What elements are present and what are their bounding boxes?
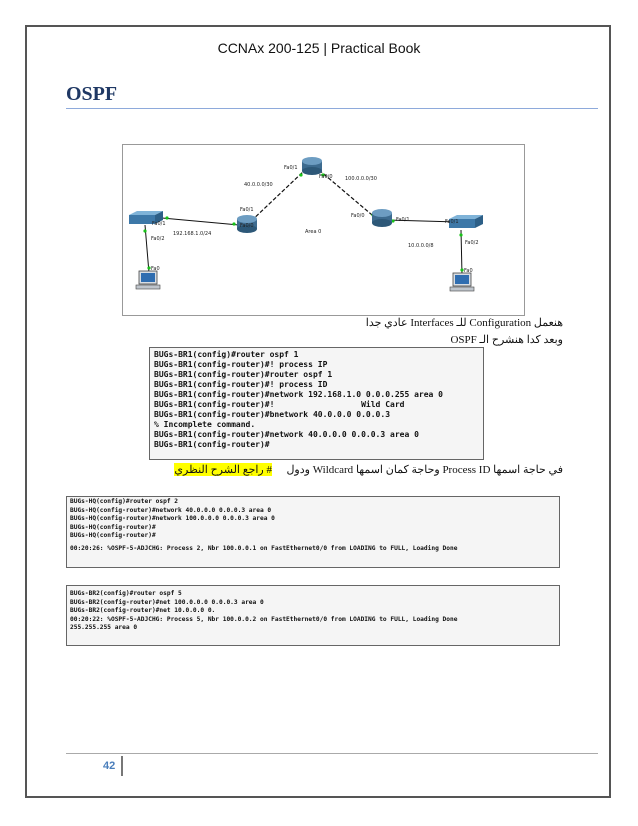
- cli-line: BUGs-HQ(config-router)#: [70, 532, 156, 540]
- page-number: 42: [103, 760, 116, 772]
- label-net-right-lan: 10.0.0.0/8: [408, 243, 434, 249]
- label-top-fa01: Fa0/1: [284, 165, 298, 171]
- link-left-switch-left-router: [162, 218, 239, 225]
- label-left-switch-fa01: Fa0/1: [152, 221, 166, 227]
- cli-line: BUGs-BR2(config-router)#net 10.0.0.0 0.: [70, 607, 216, 615]
- cli-line: BUGs-HQ(config-router)#network 100.0.0.0 0.0.0.3 area 0: [70, 515, 275, 523]
- arabic-line-ospf: وبعد كدا هنشرح الـ OSPF: [450, 334, 563, 346]
- cli-line: BUGs-BR1(config-router)#: [154, 440, 270, 449]
- cli-line: BUGs-HQ(config)#router ospf 2: [70, 498, 179, 505]
- network-topology-diagram: [122, 144, 525, 316]
- label-right-switch-fa02: Fa0/2: [465, 240, 479, 246]
- arabic-note-process-id: في حاجة اسمها Process ID وحاجة كمان اسمها Wildcard ودول: [286, 464, 563, 476]
- label-right-switch-fa01: Fa0/1: [445, 219, 459, 225]
- pc-right: [450, 273, 474, 291]
- cli-line: 00:20:22: %OSPF-5-ADJCHG: Process 5, Nbr 100.0.0.2 on FastEthernet0/0 from LOADING to FULL, Loading Done: [70, 615, 458, 623]
- arabic-line-interfaces: هنعمل Configuration للـ Interfaces عادي جدا: [365, 317, 563, 329]
- cli-line: 00:20:26: %OSPF-5-ADJCHG: Process 2, Nbr 100.0.0.1 on FastEthernet0/0 from LOADING to FULL, Loading Done: [70, 544, 458, 552]
- page-header: CCNAx 200-125 | Practical Book: [217, 40, 421, 56]
- label-area: Area 0: [305, 229, 322, 235]
- pc-left: [136, 271, 160, 289]
- cli-line: BUGs-BR1(config-router)#! process ID: [154, 380, 328, 389]
- cli-line: BUGs-BR1(config-router)#! process IP: [154, 360, 328, 369]
- router-right: [372, 209, 392, 227]
- heading-rule: [66, 108, 598, 109]
- label-right-fa00: Fa0/0: [351, 213, 365, 219]
- router-top: [302, 157, 322, 175]
- footer-rule: [66, 753, 598, 754]
- label-left-pc-fa0: Fa0: [151, 266, 160, 272]
- link-right-switch-right-pc: [461, 230, 462, 275]
- arabic-note-highlight: # راجع الشرح النظري: [174, 464, 272, 476]
- link-left-router-top-router: [247, 170, 305, 225]
- label-net-left-lan: 192.168.1.0/24: [173, 231, 212, 237]
- cli-line: BUGs-BR1(config-router)#router ospf 1: [154, 370, 333, 379]
- cli-br1-output: [149, 347, 484, 460]
- cli-line: 255.255.255 area 0: [70, 624, 138, 632]
- cli-hq-output: [66, 496, 560, 568]
- label-left-fa00: Fa0/0: [240, 223, 254, 229]
- section-heading: OSPF: [66, 83, 118, 105]
- label-net-left-wan: 40.0.0.0/30: [244, 182, 273, 188]
- cli-line: BUGs-BR1(config)#router ospf 1: [154, 350, 299, 359]
- cli-line: BUGs-BR1(config-router)#network 192.168.1.0 0.0.0.255 area 0: [154, 390, 443, 399]
- cli-line: BUGs-BR1(config-router)#network 40.0.0.0 0.0.0.3 area 0: [154, 430, 419, 439]
- cli-line: BUGs-BR2(config)#router ospf 5: [70, 590, 182, 597]
- label-net-right-wan: 100.0.0.0/30: [345, 176, 377, 182]
- cli-br2-output: [66, 585, 560, 646]
- cli-line: BUGs-HQ(config-router)#: [70, 523, 156, 531]
- label-right-pc-fa0: Fa0: [464, 268, 473, 274]
- cli-line: BUGs-BR1(config-router)#! Wild Card: [154, 400, 405, 409]
- cli-line: BUGs-BR2(config-router)#net 100.0.0.0 0.0.0.3 area 0: [70, 598, 264, 606]
- cli-line: BUGs-HQ(config-router)#network 40.0.0.0 0.0.0.3 area 0: [70, 506, 272, 514]
- label-right-fa01: Fa0/1: [396, 217, 410, 223]
- label-top-fa00: Fa0/0: [319, 174, 333, 180]
- label-left-fa01: Fa0/1: [240, 207, 254, 213]
- label-left-switch-fa02: Fa0/2: [151, 236, 165, 242]
- cli-line: BUGs-BR1(config-router)#bnetwork 40.0.0.0 0.0.0.3: [154, 410, 391, 419]
- page-number-divider: [121, 756, 123, 776]
- cli-line: % Incomplete command.: [154, 420, 256, 429]
